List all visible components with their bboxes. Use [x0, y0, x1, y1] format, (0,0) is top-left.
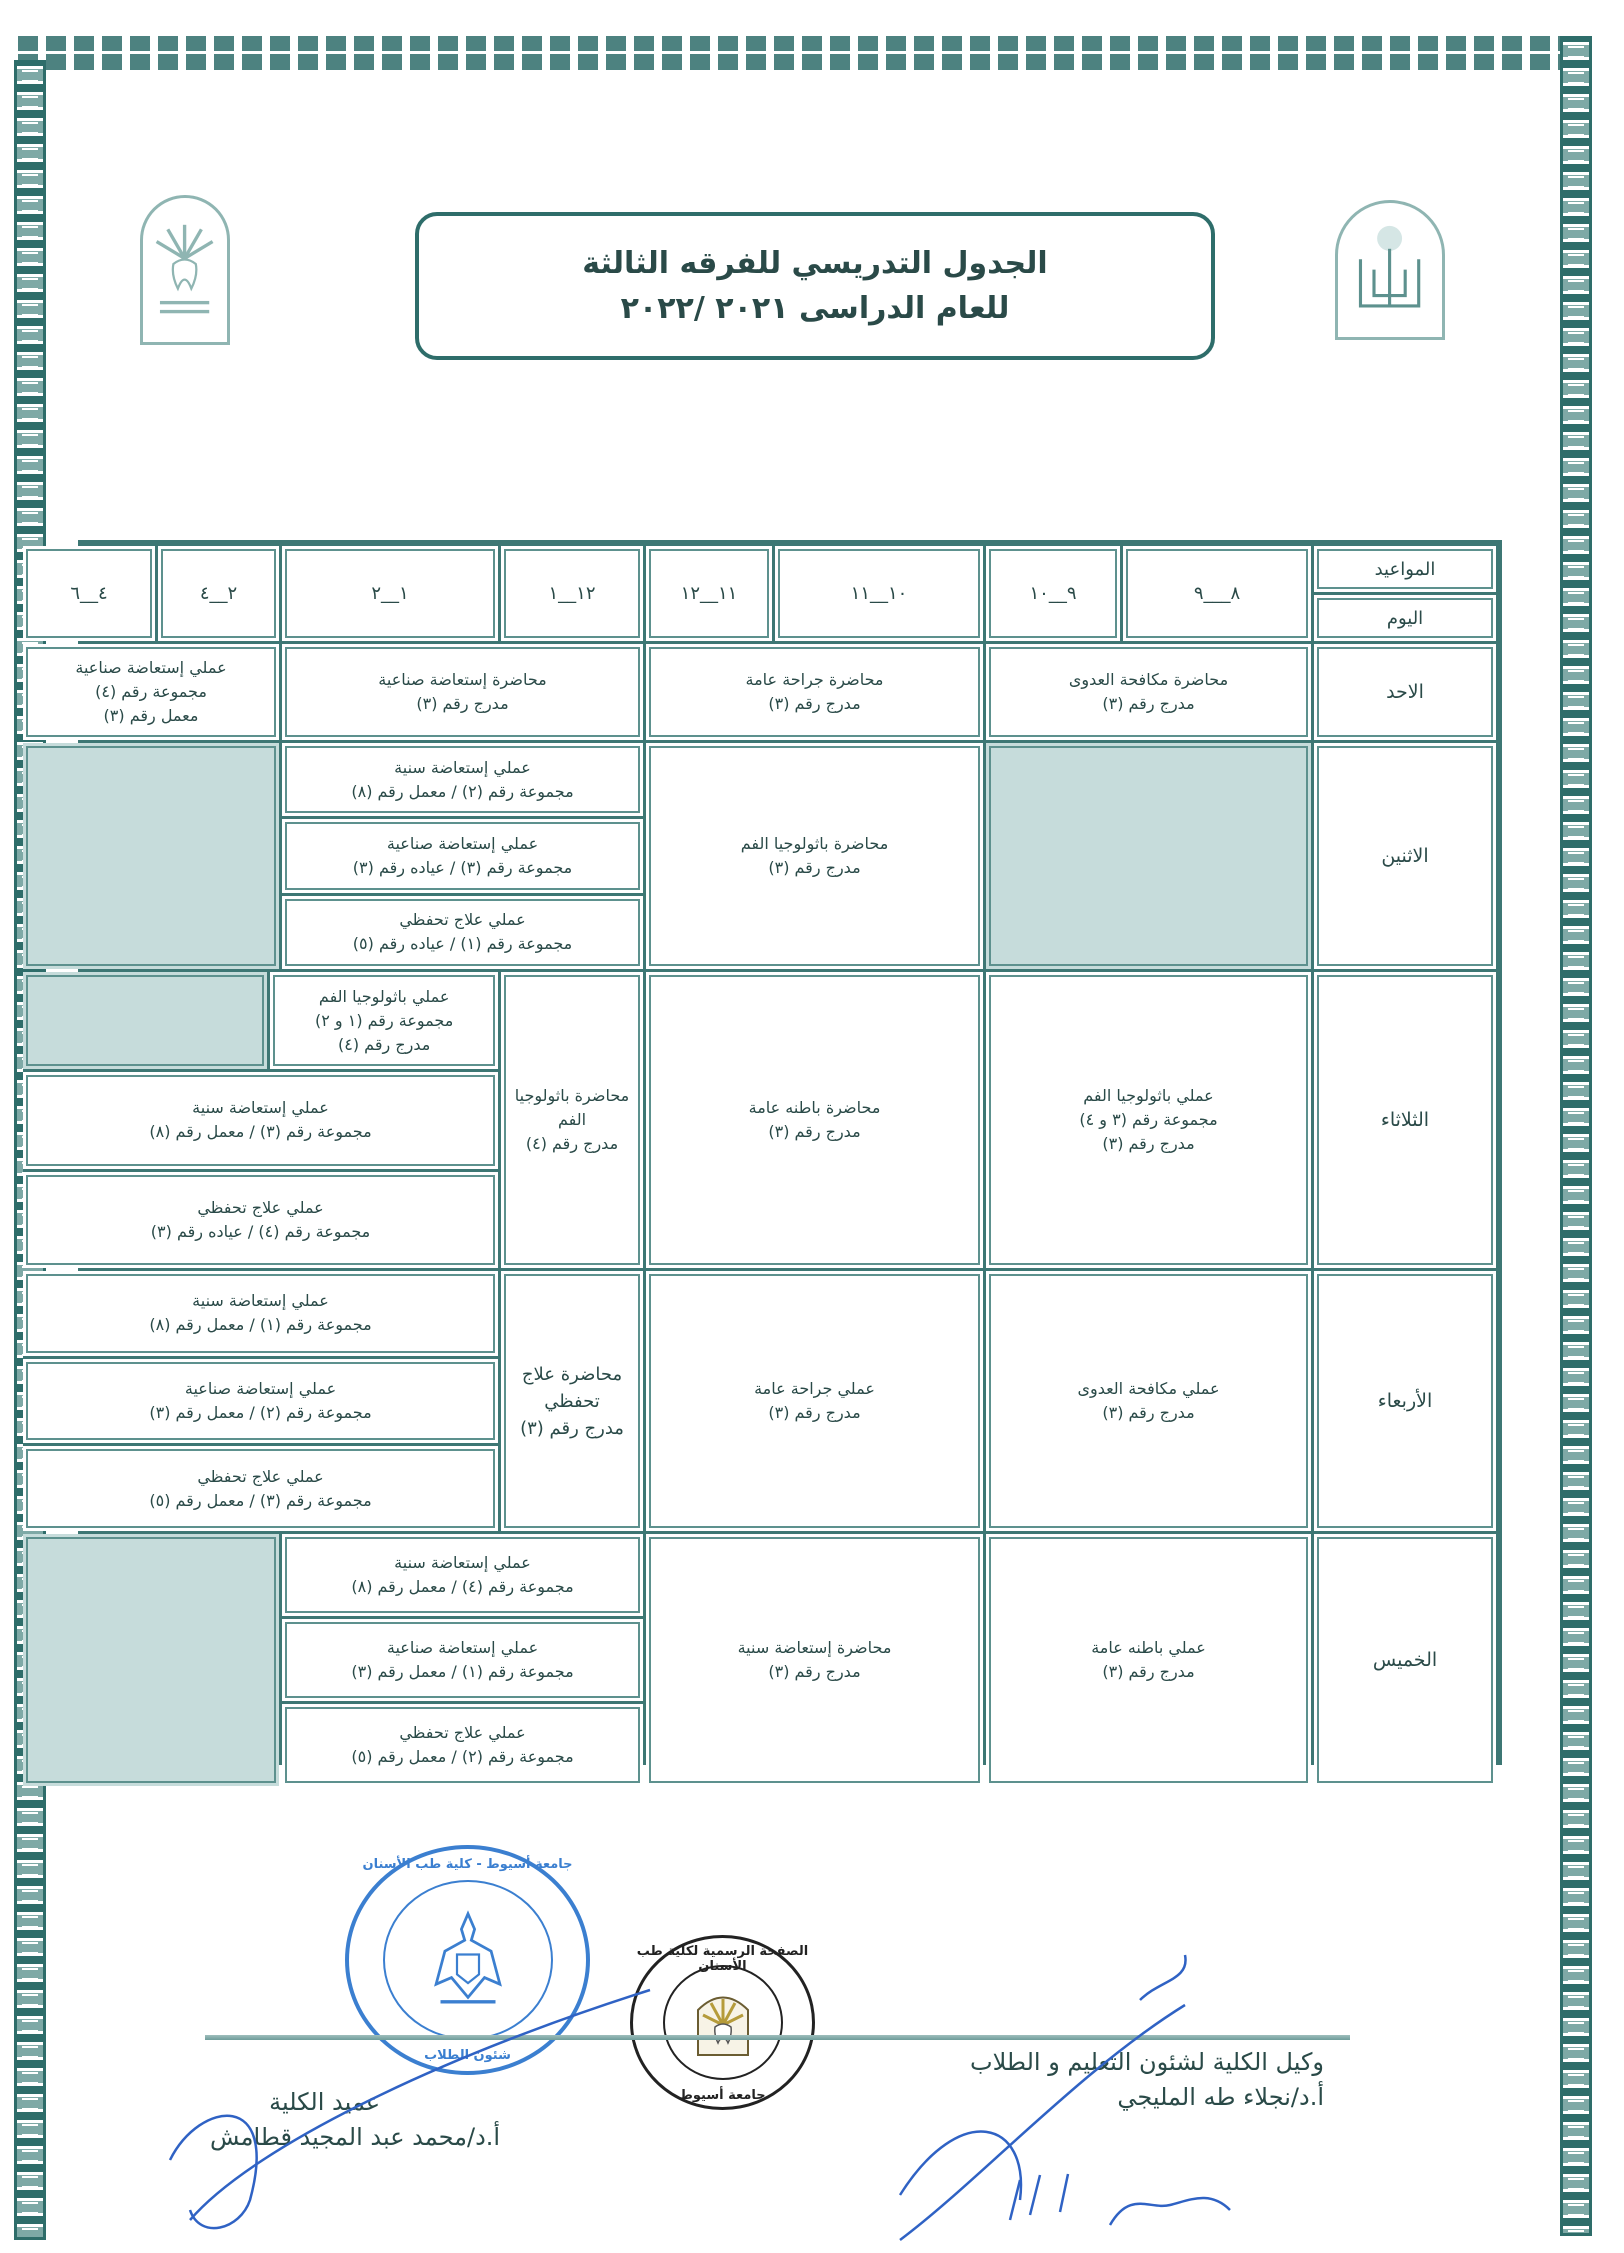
practical-title: عملي إستعاضة سنية [394, 757, 531, 777]
header-day-label: اليوم [1314, 595, 1496, 641]
session-location: مدرج رقم (٣) [768, 858, 861, 877]
practical-detail: مجموعة رقم (٣) / معمل رقم (٥) [149, 1490, 372, 1510]
time-slot: ١١__١٢ [646, 546, 772, 641]
vice-dean-title: وكيل الكلية لشئون التعليم و الطلاب [970, 2048, 1324, 2076]
session-location: مدرج رقم (٣) [768, 1122, 861, 1141]
practical-title: عملي علاج تحفظي [197, 1466, 324, 1486]
empty-slot [23, 743, 279, 969]
decorative-border-right [1560, 36, 1592, 2236]
title-box [415, 212, 1215, 360]
session-location: مدرج رقم (٣) [1102, 694, 1195, 713]
practical-cell [23, 1271, 498, 1356]
practical-detail: مجموعة رقم (١) / عياده رقم (٥) [352, 934, 573, 954]
practical-cell [23, 1359, 498, 1444]
session-location: معمل رقم (٣) [103, 706, 199, 725]
practical-title: عملي علاج تحفظي [197, 1197, 324, 1217]
stamp-text-bottom: جامعة أسيوط [679, 2088, 766, 2103]
practical-stack [282, 743, 643, 969]
vice-dean-name: أ.د/نجلاء طه المليجي [1117, 2082, 1324, 2111]
practical-detail: مجموعة رقم (٢) / معمل رقم (٥) [351, 1747, 574, 1766]
empty-slot [986, 743, 1311, 969]
practical-cell [282, 1704, 643, 1786]
session-location: مدرج رقم (٣) [768, 694, 861, 713]
time-slot: ٨___٩ [1123, 546, 1311, 641]
practical-title: عملي إستعاضة سنية [192, 1291, 329, 1311]
empty-slot [23, 972, 267, 1069]
day-thursday: الخميس [1314, 1534, 1496, 1786]
session-location: مدرج رقم (٣) [768, 1403, 861, 1422]
time-slot: ١٠__١١ [775, 546, 983, 641]
session-cell [646, 743, 983, 969]
decorative-border-top [14, 36, 1574, 70]
session-cell [646, 644, 983, 740]
session-title: محاضرة إستعاضة صناعية [378, 670, 547, 689]
practical-location: مدرج رقم (٤) [338, 1034, 431, 1054]
practical-cell [282, 819, 643, 892]
practical-title: عملي علاج تحفظي [399, 1723, 526, 1742]
assiut-university-logo [1335, 200, 1445, 340]
practical-cell [23, 1072, 498, 1168]
eagle-emblem-icon [413, 1905, 523, 2015]
practical-detail: مجموعة رقم (١) / معمل رقم (٣) [351, 1662, 574, 1681]
practical-cell [282, 1619, 643, 1701]
session-location: مدرج رقم (٣) [1102, 1662, 1195, 1681]
practical-title: عملي إستعاضة صناعية [184, 1379, 337, 1398]
session-title: محاضرة مكافحة العدوى [1068, 670, 1229, 689]
header-times-label: المواعيد [1314, 546, 1496, 592]
session-title: محاضرة باثولوجيا الفم [740, 834, 889, 853]
practical-stack [282, 1534, 643, 1786]
university-emblem-icon [1348, 216, 1431, 323]
practical-stack [23, 972, 498, 1268]
session-title: محاضرة باثولوجيا الفم [514, 1086, 630, 1129]
empty-slot [23, 1534, 279, 1786]
session-cell [986, 972, 1311, 1268]
time-slot: ١٢__١ [501, 546, 643, 641]
dean-name: أ.د/محمد عبد المجيد قطامش [210, 2122, 501, 2151]
official-page-stamp [630, 1935, 815, 2110]
practical-detail: مجموعة رقم (٣) / عياده رقم (٣) [352, 857, 573, 877]
practical-detail: مجموعة رقم (٤) / عياده رقم (٣) [150, 1221, 371, 1241]
session-cell [501, 972, 643, 1268]
faculty-of-dentistry-logo [140, 195, 230, 345]
time-slot: ١__٢ [282, 546, 498, 641]
practical-detail: مجموعة رقم (٢) / معمل رقم (٨) [351, 781, 574, 801]
academic-year: للعام الدراسى ٢٠٢١ /٢٠٢٢ [620, 291, 1010, 326]
faculty-official-stamp [345, 1845, 590, 2075]
session-title: محاضرة إستعاضة سنية [737, 1638, 892, 1657]
session-title: عملي جراحة عامة [754, 1379, 875, 1398]
dentistry-logo-icon [693, 1985, 753, 2060]
session-location: مدرج رقم (٤) [525, 1134, 619, 1153]
time-slot: ٢__٤ [158, 546, 279, 641]
session-title: محاضرة جراحة عامة [745, 670, 884, 689]
session-cell [986, 1534, 1311, 1786]
dean-title: عميد الكلية [269, 2088, 381, 2116]
session-cell [986, 1271, 1311, 1531]
day-monday: الاثنين [1314, 743, 1496, 969]
stamp-text-top: الصفحة الرسمية لكلية طب الأسنان [636, 1944, 809, 1974]
practical-title: عملي إستعاضة صناعية [386, 1638, 539, 1657]
page-title: الجدول التدريسي للفرقه الثالثة [582, 246, 1048, 281]
session-cell [646, 1271, 983, 1531]
tooth-icon [151, 212, 218, 327]
practical-detail: مجموعة رقم (٣) / معمل رقم (٨) [149, 1122, 372, 1142]
session-location: مدرج رقم (٣) [416, 694, 509, 713]
day-wednesday: الأربعاء [1314, 1271, 1496, 1531]
session-location: مدرج رقم (٣) [520, 1417, 624, 1439]
practical-cell [282, 743, 643, 816]
dean-signature [210, 2085, 500, 2155]
practical-detail: مجموعة رقم (١) / معمل رقم (٨) [149, 1315, 372, 1335]
practical-title: عملي إستعاضة سنية [394, 1553, 531, 1572]
time-slot: ٩__١٠ [986, 546, 1120, 641]
time-slot: ٤__٦ [23, 546, 155, 641]
session-title: عملي باثولوجيا الفم [1083, 1086, 1214, 1105]
session-location: مدرج رقم (٣) [1102, 1403, 1195, 1422]
session-group: مجموعة رقم (٤) [95, 682, 207, 701]
session-location: مدرج رقم (٣) [768, 1662, 861, 1681]
session-cell [282, 644, 643, 740]
session-title: عملي باطنه عامة [1091, 1638, 1206, 1657]
session-cell [646, 972, 983, 1268]
schedule-table [70, 540, 1502, 1766]
practical-title: عملي باثولوجيا الفم [318, 986, 450, 1006]
session-title: محاضرة باطنه عامة [748, 1098, 881, 1117]
day-tuesday: الثلاثاء [1314, 972, 1496, 1268]
practical-stack [23, 1271, 498, 1531]
session-group: مجموعة رقم (٣ و ٤) [1079, 1110, 1218, 1129]
session-location: مدرج رقم (٣) [1102, 1134, 1195, 1153]
session-title: محاضرة علاج تحفظي [521, 1363, 623, 1412]
practical-title: عملي إستعاضة صناعية [386, 833, 539, 853]
session-cell [986, 644, 1311, 740]
signature-divider [205, 2035, 1350, 2040]
practical-title: عملي علاج تحفظي [399, 910, 526, 930]
practical-title: عملي إستعاضة سنية [192, 1098, 329, 1118]
practical-cell [270, 972, 498, 1069]
stamp-text-top: جامعة أسيوط - كلية طب الأسنان [362, 1857, 573, 1872]
session-title: عملي مكافحة العدوى [1077, 1379, 1220, 1398]
session-cell [646, 1534, 983, 1786]
vice-dean-signature [970, 2045, 1324, 2115]
practical-cell [23, 1172, 498, 1268]
session-cell [501, 1271, 643, 1531]
practical-detail: مجموعة رقم (٢) / معمل رقم (٣) [149, 1403, 372, 1422]
practical-cell [282, 1534, 643, 1616]
stamp-text-bottom: شئون الطلاب [424, 2048, 511, 2063]
session-title: عملي إستعاضة صناعية [75, 658, 227, 677]
practical-detail: مجموعة رقم (٤) / معمل رقم (٨) [351, 1577, 574, 1596]
day-sunday: الاحد [1314, 644, 1496, 740]
practical-top-row [23, 972, 498, 1069]
practical-cell [282, 896, 643, 969]
practical-group: مجموعة رقم (١ و ٢) [314, 1010, 454, 1030]
session-cell [23, 644, 279, 740]
practical-cell [23, 1446, 498, 1531]
